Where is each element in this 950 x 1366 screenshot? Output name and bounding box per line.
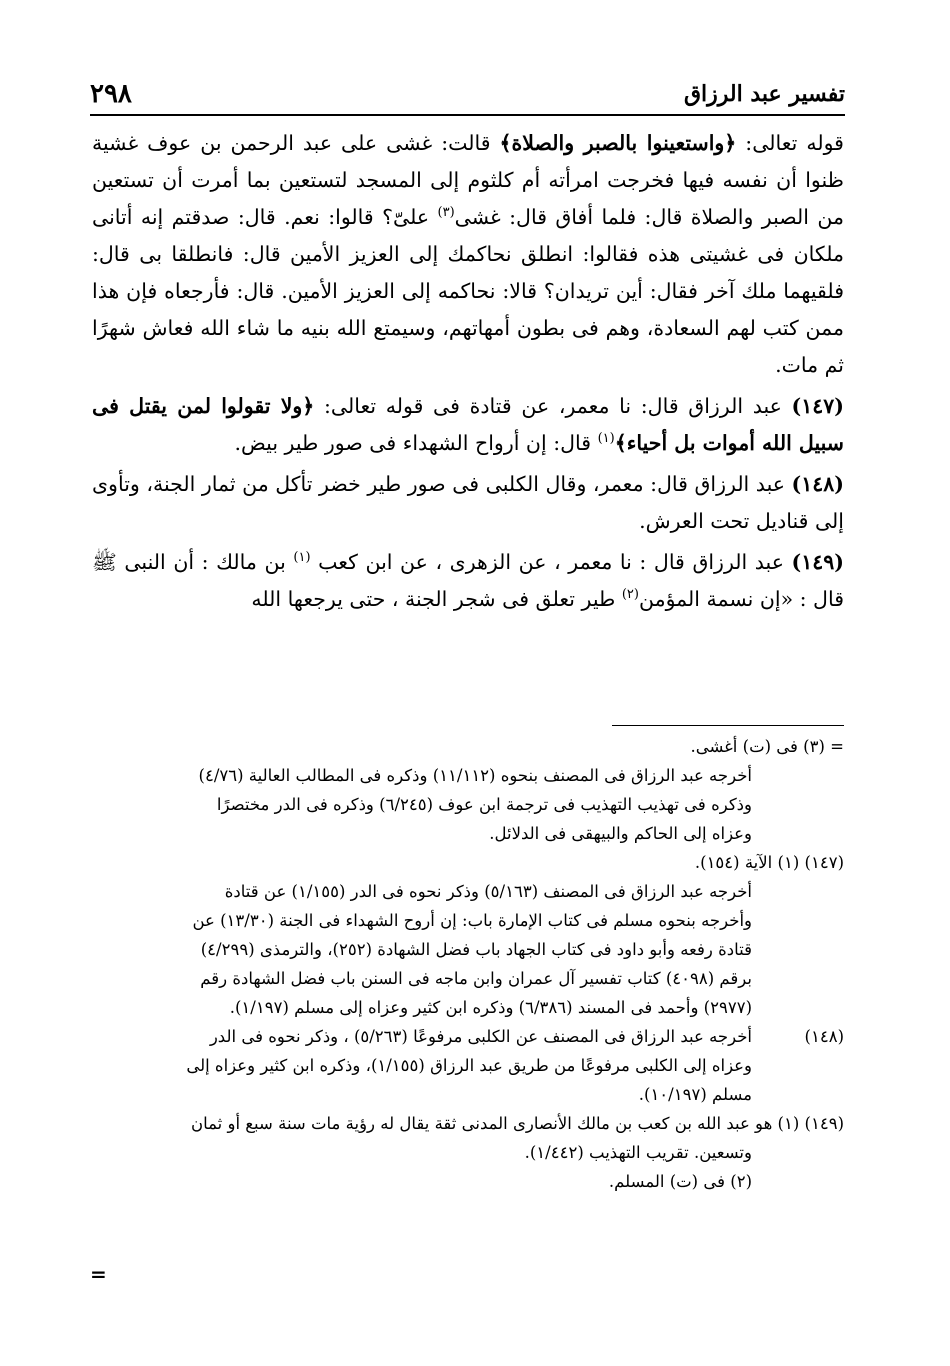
footnote-line: وأخرجه بنحوه مسلم فى كتاب الإمارة باب: إن أروح الشهداء فى الجنة (١٣/٣٠) عن xyxy=(192,911,752,930)
paragraph-149 xyxy=(92,544,844,618)
text-run: بن مالك : أن النبى ﷺ قال : «إن نسمة المؤمن xyxy=(92,550,844,611)
footnote-label-spacer xyxy=(752,877,844,1022)
footnote xyxy=(92,1022,844,1109)
running-title: تفسير عبد الرزاق xyxy=(683,81,845,107)
footnote-ref: (١) xyxy=(293,550,311,566)
footnote-line: أخرجه عبد الرزاق فى المصنف عن الكلبى مرفوعًا (٥/٢٦٣) ، وذكر نحوه فى الدر xyxy=(209,1027,752,1046)
footnote-line: (٢٩٧٧) وأحمد فى المسند (٦/٣٨٦) وذكره ابن كثير وعزاه إلى مسلم (١/١٩٧). xyxy=(229,998,752,1017)
paragraph-intro xyxy=(92,125,844,384)
footnote-label-spacer xyxy=(752,1138,844,1167)
continued-mark: = xyxy=(90,1262,107,1286)
text-run: قالت: غشى على عبد الرحمن بن عوف غشية ظنوا أن نفسه فيها فخرجت امرأته أم كلثوم إلى المسجد لتستعين بما أمرت أن تستعين من الصبر والصلاة قال: فلما أفاق قال: غشى xyxy=(92,131,844,229)
footnote xyxy=(92,1109,844,1138)
footnote-text: = (٣) فى (ت) أغشى. xyxy=(690,737,844,756)
footnote xyxy=(92,1138,844,1167)
footnote-ref: (٣) xyxy=(437,205,455,221)
footnote-text xyxy=(92,761,752,848)
quran-verse: ﴿واستعينوا بالصبر والصلاة﴾ xyxy=(499,131,737,155)
footnote-line: وعزاه إلى الكلبى مرفوعًا من طريق عبد الرزاق (١/١٥٥)، وذكره ابن كثير وعزاه إلى xyxy=(186,1056,752,1075)
footnote-line: برقم (٤٠٩٨) كتاب تفسير آل عمران وابن ماجه فى السنن باب فضل الشهادة رقم xyxy=(200,969,752,988)
footnote-text: وتسعين. تقريب التهذيب (١/٤٤٢). xyxy=(524,1143,752,1162)
footnote-label-spacer xyxy=(752,1167,844,1196)
footnote-line: أخرجه عبد الرزاق فى المصنف بنحوه (١١/١١٢) وذكره فى المطالب العالية (٤/٧٦) xyxy=(198,766,752,785)
narration-number: (١٤٧) xyxy=(791,394,844,418)
footnote-text xyxy=(92,877,752,1022)
paragraph-147 xyxy=(92,388,844,462)
footnotes-section xyxy=(92,732,844,1196)
footnote-line: مسلم (١٠/١٩٧). xyxy=(638,1085,752,1104)
footnote-line: وذكره فى تهذيب التهذيب فى ترجمة ابن عوف (٦/٢٤٥) وذكره فى الدر مختصرًا xyxy=(216,795,752,814)
footnote-label: (١٤٧) (١) الآية (١٥٤). xyxy=(694,853,844,872)
page-header xyxy=(90,74,845,116)
text-run: قال: إن أرواح الشهداء فى صور طير بيض. xyxy=(234,431,598,455)
text-run: عبد الرزاق قال: معمر، وقال الكلبى فى صور طير خضر تأكل من ثمار الجنة، وتأوى إلى قناديل تحت العرش. xyxy=(92,472,844,533)
footnote-text xyxy=(92,1022,752,1109)
footnote-label: (١٤٨) xyxy=(804,1027,844,1046)
text-run: عبد الرزاق قال: نا معمر، عن قتادة فى قوله تعالى: xyxy=(314,394,792,418)
footnote-label-spacer xyxy=(752,761,844,848)
footnote-line: قتادة رفعه وأبو داود فى كتاب الجهاد باب فضل الشهادة (٢٥٢)، والترمذى (٤/٢٩٩) xyxy=(200,940,752,959)
footnote xyxy=(92,877,844,1022)
footnote-ref: (٢) xyxy=(621,587,639,603)
footnote xyxy=(92,732,844,761)
footnote-divider xyxy=(612,725,844,726)
footnote xyxy=(92,761,844,848)
narration-number: (١٤٩) xyxy=(791,550,844,574)
footnote-ref: (١) xyxy=(597,431,615,447)
page-number: ٢٩٨ xyxy=(90,79,132,109)
footnote-text: (٢) فى (ت) المسلم. xyxy=(608,1172,752,1191)
text-run: قوله تعالى: xyxy=(736,131,844,155)
footnote-text: (١٤٩) (١) هو عبد الله بن كعب بن مالك الأنصارى المدنى ثقة يقال له رؤية مات سنة سبع أو ثمان xyxy=(190,1114,844,1133)
footnote-line: أخرجه عبد الرزاق فى المصنف (٥/١٦٣) وذكر نحوه فى الدر (١/١٥٥) عن قتادة xyxy=(224,882,752,901)
narration-number: (١٤٨) xyxy=(791,472,844,496)
text-run: علىّ؟ قالوا: نعم. قال: صدقتم إنه أتانى ملكان فى غشيتى هذه فقالوا: انطلق نحاكمك إلى العزيز الأمين قال: فانطلقا بى قال: فلقيهما ملك آخر فقال: أين تريدان؟ قالا: نحاكمه إلى العزيز الأمين. قال: فأرجعاه فإن هذا ممن كتب لهم السعادة، وهم فى بطون أمهاتهم، وسيمتع الله بنيه ما شاء الله فعاش شهرًا ثم مات. xyxy=(92,205,844,377)
quran-verse: ﴿ولا تقولوا لمن يقتل فى سبيل الله أموات بل أحياء﴾ xyxy=(92,394,844,455)
main-text xyxy=(92,125,844,621)
text-run: عبد الرزاق قال : نا معمر ، عن الزهرى ، عن ابن كعب xyxy=(310,550,792,574)
text-run: طير تعلق فى شجر الجنة ، حتى يرجعها الله xyxy=(251,587,622,611)
footnote xyxy=(92,1167,844,1196)
footnote xyxy=(92,848,844,877)
paragraph-148 xyxy=(92,466,844,540)
footnote-line: وعزاه إلى الحاكم والبيهقى فى الدلائل. xyxy=(489,824,752,843)
